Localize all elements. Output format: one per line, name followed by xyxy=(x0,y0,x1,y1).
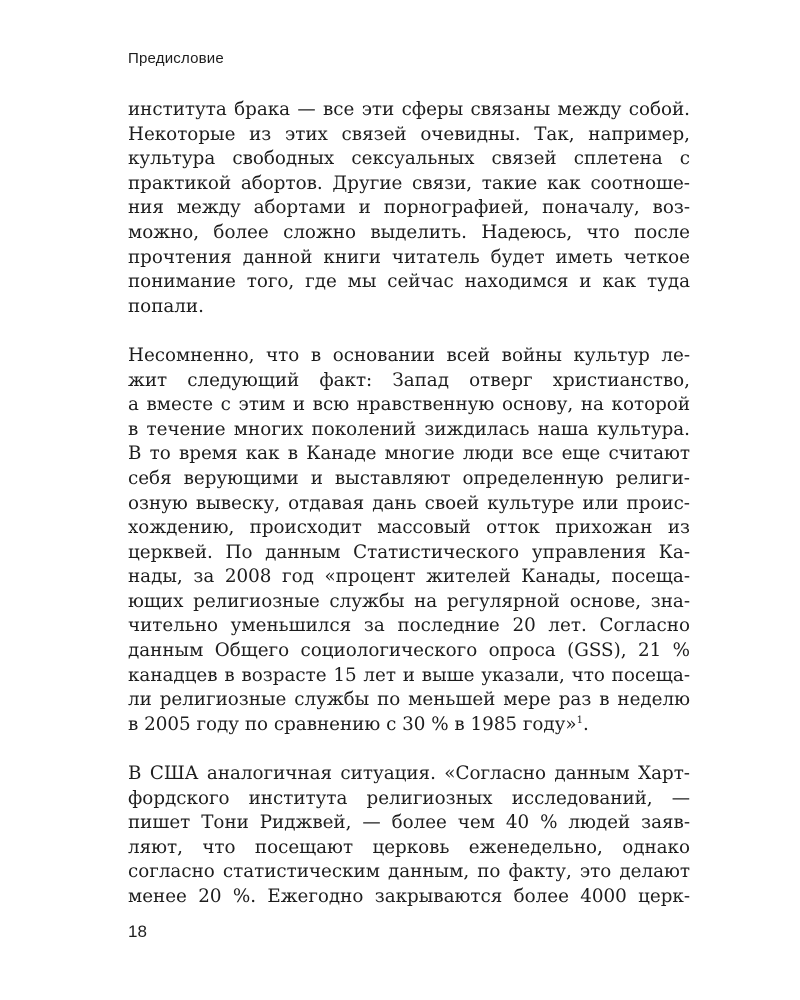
text-line: согласно статистическим данным, по факту, это делают xyxy=(128,861,690,883)
text-line: нады, за 2008 год «процент жителей Канады, посеща- xyxy=(128,566,690,588)
text-line: В США аналогичная ситуация. «Согласно данным Харт- xyxy=(128,763,690,785)
text-line: а вместе с этим и всю нравственную основу, на которой xyxy=(128,394,690,416)
sentence-end: . xyxy=(582,713,589,735)
text-line: чительно уменьшился за последние 20 лет. Согласно xyxy=(128,615,690,637)
text-line: пишет Тони Риджвей, — более чем 40 % людей заяв- xyxy=(128,812,690,834)
text-line: менее 20 %. Ежегодно закрываются более 4000 церк- xyxy=(128,886,690,907)
text-line: прочтения данной книги читатель будет иметь четкое xyxy=(128,246,690,268)
text-line: попали. xyxy=(128,295,204,317)
footnote-marker: 1 xyxy=(576,714,583,726)
text-line: в течение многих поколений зиждилась наша культура. xyxy=(128,418,690,440)
text-line: данным Общего социологического опроса (GSS), 21 % xyxy=(128,640,690,662)
paragraph-1 xyxy=(128,98,690,319)
text-line: ния между абортами и порнографией, поначалу, воз- xyxy=(128,197,690,219)
text-line: культура свободных сексуальных связей сплетена с xyxy=(128,148,690,170)
text-line xyxy=(128,713,690,738)
text-line: Некоторые из этих связей очевидны. Так, например, xyxy=(128,123,690,145)
text-line: ляют, что посещают церковь еженедельно, однако xyxy=(128,836,690,858)
text-line: хождению, происходит массовый отток прихожан из xyxy=(128,517,690,539)
text-line: В то время как в Канаде многие люди все еще считают xyxy=(128,443,690,465)
paragraph-2 xyxy=(128,344,690,738)
text-line: себя верующими и выставляют определенную религи- xyxy=(128,467,690,489)
running-head: Предисловие xyxy=(128,50,224,67)
text-line: понимание того, где мы сейчас находимся и как туда xyxy=(128,271,690,293)
text-line-content: в 2005 году по сравнению с 30 % в 1985 году» xyxy=(128,713,577,735)
text-line: канадцев в возрасте 15 лет и выше указали, что посеща- xyxy=(128,664,690,686)
text-line: Несомненно, что в основании всей войны культур ле- xyxy=(128,344,690,366)
text-line: фордского института религиозных исследований, — xyxy=(128,787,690,809)
page-body xyxy=(128,98,690,934)
text-line: церквей. По данным Статистического управления Ка- xyxy=(128,541,690,563)
text-line: озную вывеску, отдавая дань своей культуре или проис- xyxy=(128,492,690,514)
text-line: практикой абортов. Другие связи, такие как соотноше- xyxy=(128,172,690,194)
page-number: 18 xyxy=(128,922,147,941)
text-line: института брака — все эти сферы связаны между собой. xyxy=(128,99,690,120)
text-line: ющих религиозные службы на регулярной основе, зна- xyxy=(128,590,690,612)
paragraph-3 xyxy=(128,762,690,910)
text-line: жит следующий факт: Запад отверг христианство, xyxy=(128,369,690,391)
text-line: можно, более сложно выделить. Надеюсь, что после xyxy=(128,221,690,243)
text-line: ли религиозные службы по меньшей мере раз в неделю xyxy=(128,689,690,711)
